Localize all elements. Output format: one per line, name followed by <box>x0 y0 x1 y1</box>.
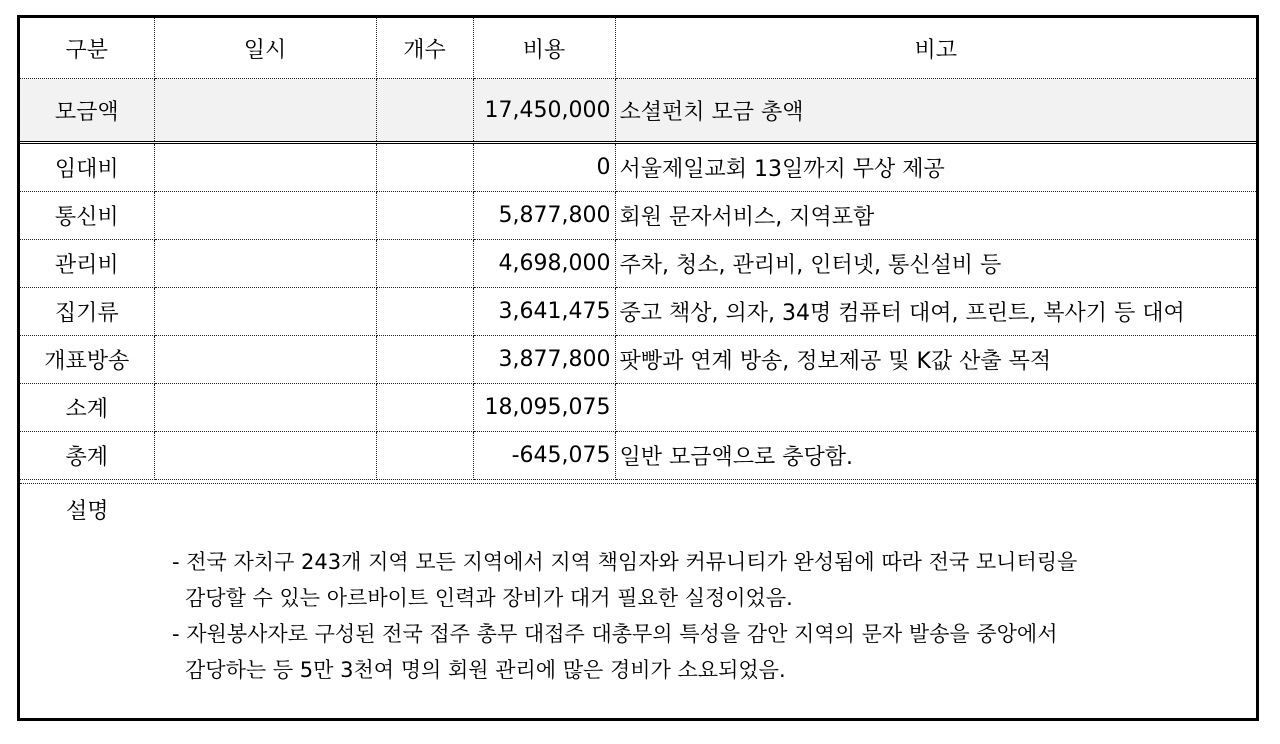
count-cell <box>376 288 473 336</box>
table-row <box>20 192 1256 240</box>
notes-section <box>20 483 1256 719</box>
note-cell: 일반 모금액으로 충당함. <box>615 432 1256 480</box>
header-count: 개수 <box>376 18 473 79</box>
category-cell: 소계 <box>20 384 154 432</box>
table-row <box>20 384 1256 432</box>
count-cell <box>376 384 473 432</box>
datetime-cell <box>154 143 376 192</box>
notes-body <box>172 544 1077 688</box>
budget-document <box>17 15 1259 721</box>
note-cell: 서울제일교회 13일까지 무상 제공 <box>615 143 1256 192</box>
header-cost: 비용 <box>473 18 615 79</box>
notes-title: 설명 <box>66 499 109 524</box>
category-cell: 임대비 <box>20 143 154 192</box>
note-cell: 회원 문자서비스, 지역포함 <box>615 192 1256 240</box>
cost-cell: 18,095,075 <box>473 384 615 432</box>
note-line: - 전국 자치구 243개 지역 모든 지역에서 지역 책임자와 커뮤니티가 완성됨에 따라 전국 모니터링을 <box>172 550 1078 574</box>
table-row <box>20 432 1256 480</box>
note-cell: 중고 책상, 의자, 34명 컴퓨터 대여, 프린트, 복사기 등 대여 <box>615 288 1256 336</box>
header-note: 비고 <box>615 18 1256 79</box>
cost-cell: 5,877,800 <box>473 192 615 240</box>
note-cell: 소셜펀치 모금 총액 <box>615 79 1256 143</box>
category-cell: 총계 <box>20 432 154 480</box>
table-row <box>20 240 1256 288</box>
count-cell <box>376 192 473 240</box>
category-cell: 모금액 <box>20 79 154 143</box>
datetime-cell <box>154 79 376 143</box>
cost-cell: 3,877,800 <box>473 336 615 384</box>
cost-cell: -645,075 <box>473 432 615 480</box>
category-cell: 개표방송 <box>20 336 154 384</box>
category-cell: 통신비 <box>20 192 154 240</box>
datetime-cell <box>154 288 376 336</box>
datetime-cell <box>154 336 376 384</box>
cost-cell: 3,641,475 <box>473 288 615 336</box>
header-category: 구분 <box>20 18 154 79</box>
cost-cell: 4,698,000 <box>473 240 615 288</box>
category-cell: 관리비 <box>20 240 154 288</box>
count-cell <box>376 336 473 384</box>
budget-table <box>20 18 1256 480</box>
note-line: - 자원봉사자로 구성된 전국 접주 총무 대접주 대총무의 특성을 감안 지역의 문자 발송을 중앙에서 <box>172 622 1058 646</box>
table-row <box>20 336 1256 384</box>
note-cell: 주차, 청소, 관리비, 인터넷, 통신설비 등 <box>615 240 1256 288</box>
table-row <box>20 143 1256 192</box>
count-cell <box>376 432 473 480</box>
note-cell: 팟빵과 연계 방송, 정보제공 및 K값 산출 목적 <box>615 336 1256 384</box>
cost-cell: 17,450,000 <box>473 79 615 143</box>
datetime-cell <box>154 432 376 480</box>
datetime-cell <box>154 192 376 240</box>
category-cell: 집기류 <box>20 288 154 336</box>
count-cell <box>376 79 473 143</box>
fundraising-total-row <box>20 79 1256 143</box>
count-cell <box>376 143 473 192</box>
note-cell <box>615 384 1256 432</box>
datetime-cell <box>154 384 376 432</box>
header-datetime: 일시 <box>154 18 376 79</box>
cost-cell: 0 <box>473 143 615 192</box>
table-header-row <box>20 18 1256 79</box>
datetime-cell <box>154 240 376 288</box>
note-line: 감당하는 등 5만 3천여 명의 회원 관리에 많은 경비가 소요되었음. <box>185 658 786 682</box>
note-line: 감당할 수 있는 아르바이트 인력과 장비가 대거 필요한 실정이었음. <box>185 586 793 610</box>
count-cell <box>376 240 473 288</box>
table-row <box>20 288 1256 336</box>
